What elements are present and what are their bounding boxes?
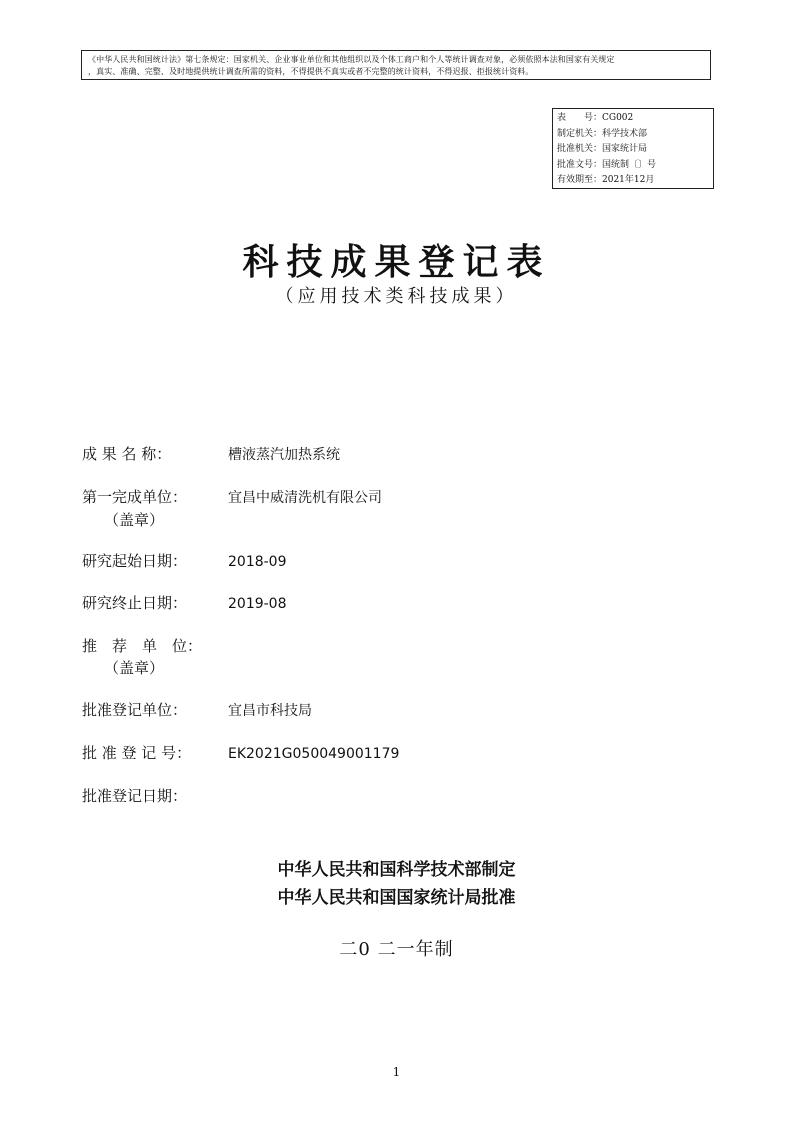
field-first-completing-unit <box>82 487 382 530</box>
field-label: 研究终止日期： <box>82 594 188 612</box>
form-approval-number: 批准文号：国统制〔〕号 <box>557 159 657 170</box>
field-label: 研究起始日期： <box>82 552 188 570</box>
field-value: 宜昌中威清洗机有限公司 <box>228 490 382 506</box>
field-research-end-date <box>82 593 287 614</box>
field-value: 宜昌市科技局 <box>228 703 312 719</box>
issuer-ministry-of-science: 中华人民共和国科学技术部制定 <box>277 860 516 880</box>
field-label: 推 荐 单 位： <box>82 637 203 655</box>
field-registration-date <box>82 786 228 806</box>
form-number: 表 号：CG002 <box>557 113 634 123</box>
field-recommending-unit <box>82 636 228 678</box>
notice-line-1: 《中华人民共和国统计法》第七条规定：国家机关、企业事业单位和其他组织以及个体工商户和个人等统计调查对象，必须依照本法和国家有关规定 <box>88 55 615 64</box>
statistics-law-notice <box>81 50 711 80</box>
field-approving-registration-unit <box>82 700 312 721</box>
page-title: 科技成果登记表 <box>242 241 551 283</box>
field-value: 2018-09 <box>228 554 287 570</box>
page-number: 1 <box>392 1065 401 1079</box>
year-of-issue: 二0 二一年制 <box>339 939 454 960</box>
field-label: 批准登记单位： <box>82 701 188 719</box>
field-label: 批 准 登 记 号： <box>82 744 192 762</box>
notice-line-2: ，真实、准确、完整、及时地提供统计调查所需的资料，不得提供不真实或者不完整的统计资料，不得迟报、拒报统计资料。 <box>88 67 534 76</box>
field-label: 第一完成单位： <box>82 488 188 506</box>
issuer-statistics-bureau: 中华人民共和国国家统计局批准 <box>277 888 516 908</box>
form-issuing-agency: 制定机关：科学技术部 <box>557 128 648 139</box>
seal-note: （盖章） <box>104 659 165 677</box>
page-subtitle: （应用技术类科技成果） <box>275 286 518 307</box>
field-research-start-date <box>82 551 287 572</box>
form-approving-agency: 批准机关：国家统计局 <box>557 144 648 154</box>
field-label: 批准登记日期： <box>82 787 188 805</box>
field-achievement-name <box>82 444 340 465</box>
field-value: 2019-08 <box>228 596 287 612</box>
field-value: EK2021G050049001179 <box>228 746 400 762</box>
seal-note: （盖章） <box>104 511 165 529</box>
form-meta-box <box>552 108 714 189</box>
form-valid-until: 有效期至：2021年12月 <box>557 175 655 185</box>
field-registration-number <box>82 743 399 764</box>
field-label: 成 果 名 称： <box>82 445 172 463</box>
field-value: 槽液蒸汽加热系统 <box>228 447 340 463</box>
